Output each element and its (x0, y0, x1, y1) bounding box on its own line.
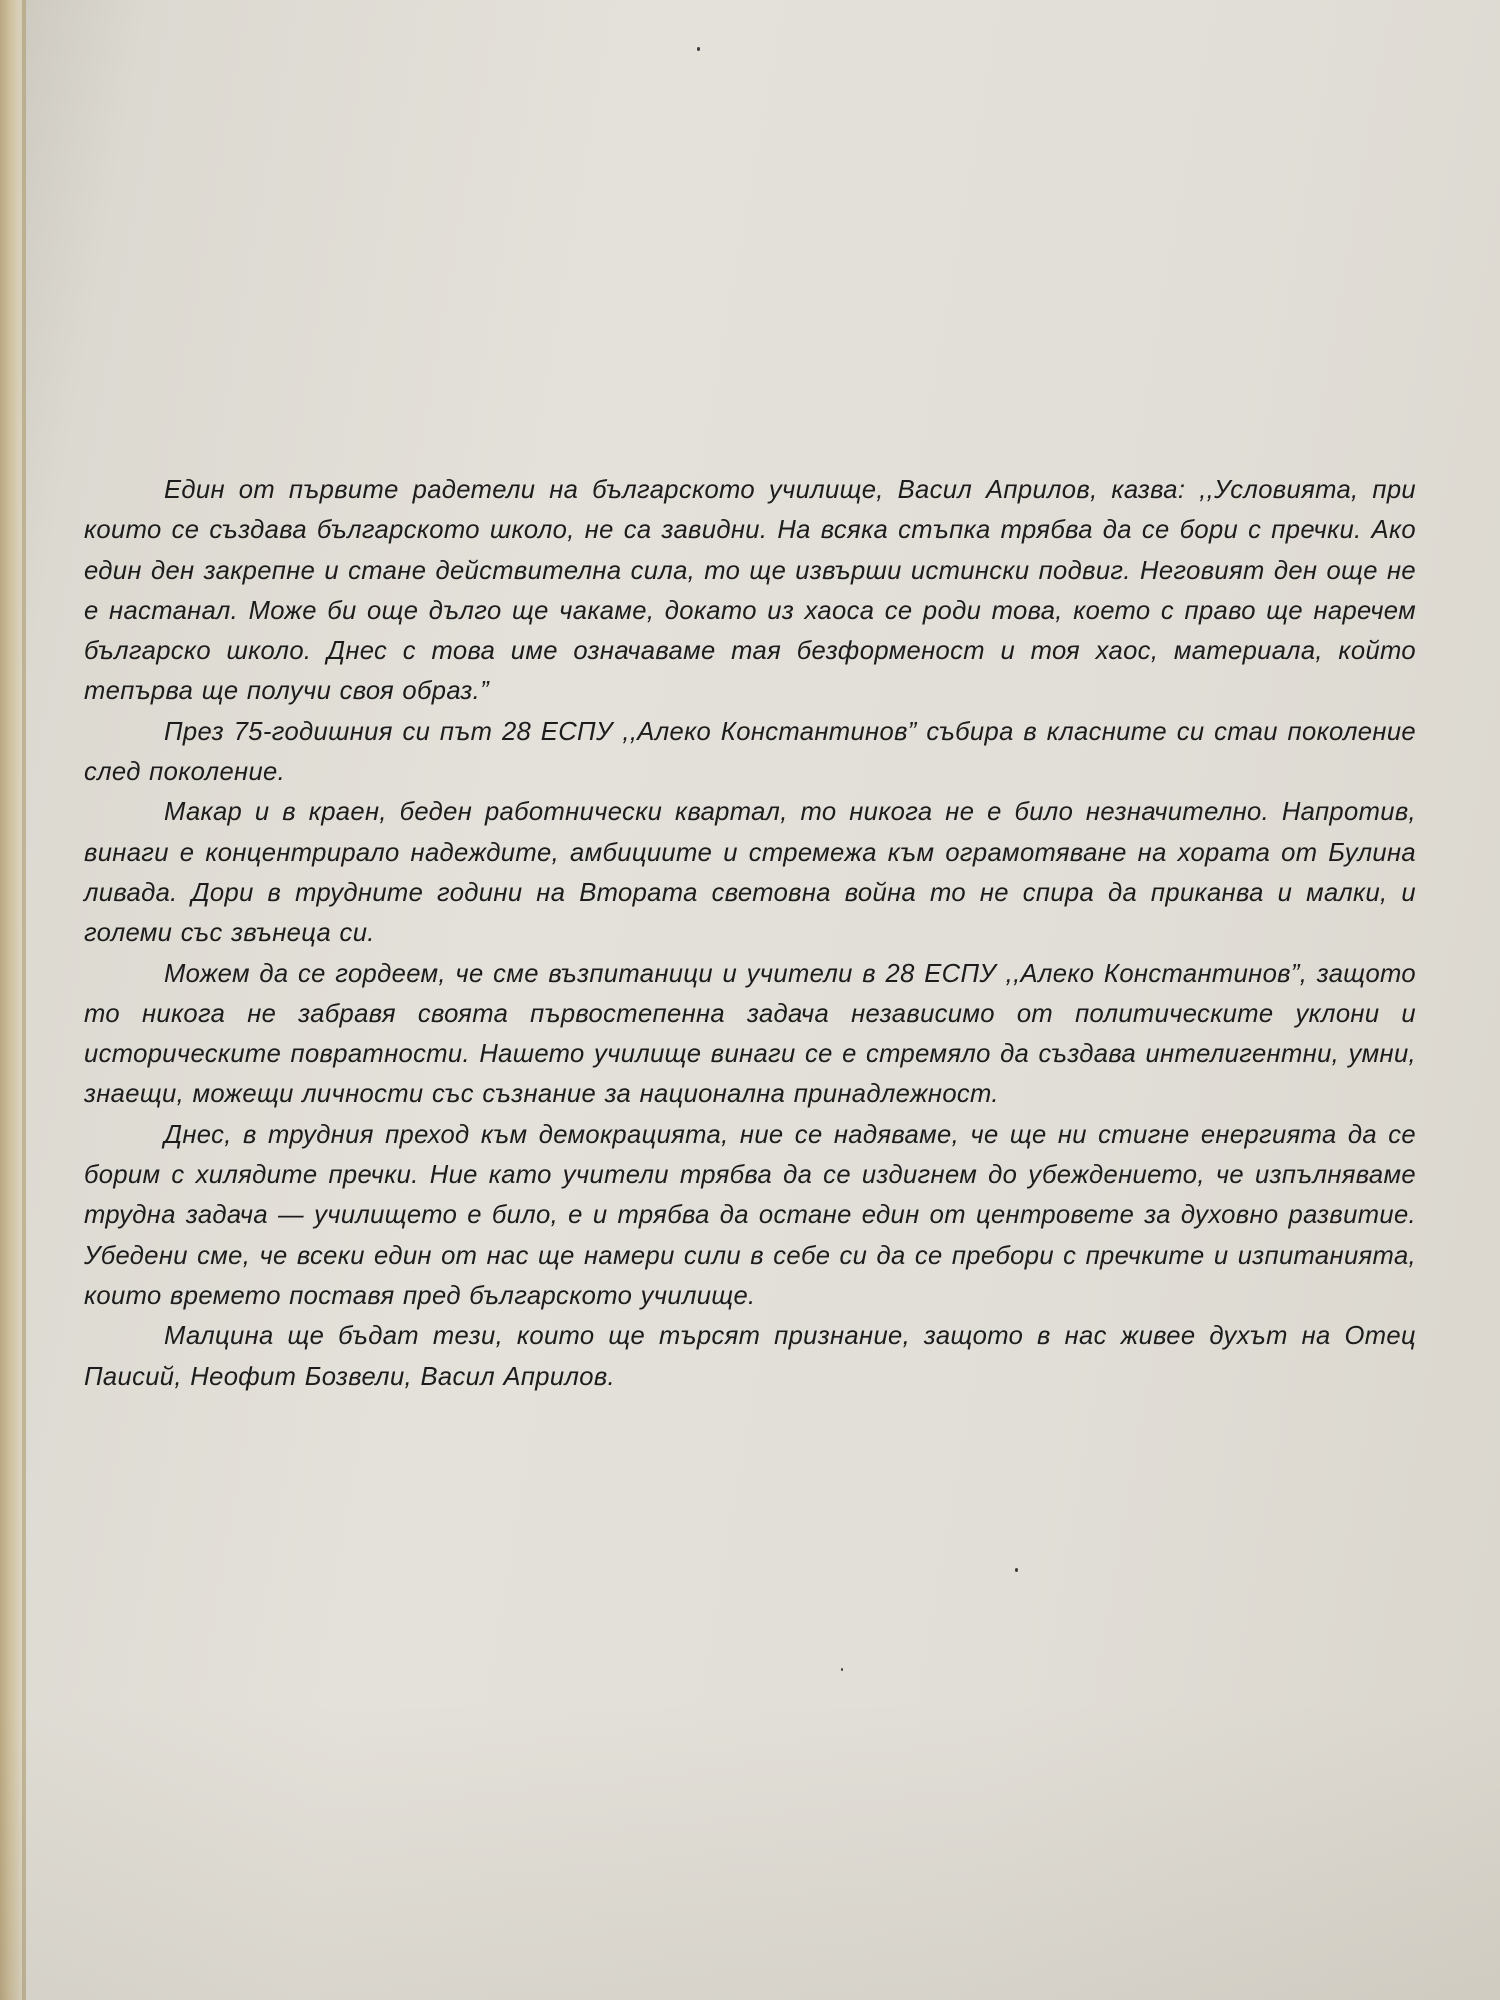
paragraph-school-history: През 75-годишния си път 28 ЕСПУ ,,Алеко Константинов” събира в класните си стаи поколение след поколение. (84, 717, 1416, 787)
body-text (84, 470, 1416, 1397)
paragraph-pride: Можем да се гордеем, че сме възпитаници и учители в 28 ЕСПУ ,,Алеко Константинов”, защото то никога не забравя своята първостепенна задача независимо от политическите уклони и историческите повратности. Нашето училище винаги се е стремяло да създава интелигентни, умни, знаещи, можещи личности със съзнание за национална принадлежност. (84, 959, 1416, 1109)
paper-speck (841, 1668, 843, 1671)
paper-speck (697, 47, 700, 51)
paragraph-aprilov-quote: Един от първите радетели на българското училище, Васил Априлов, казва: ,,Условията, при които се създава българското школо, не са завидни. На всяка стъпка трябва да се бори с пречки. Ако един ден закрепне и стане действителна сила, то ще извърши истински подвиг. Неговият ден още не е настанал. Може би още дълго ще чакаме, докато из хаоса се роди това, което с право ще наречем българско школо. Днес с това име означаваме тая безформеност и тоя хаос, материала, който тепърва ще получи своя образ.” (84, 476, 1416, 706)
page-shading (0, 1700, 1500, 2000)
paper-speck (1015, 1568, 1018, 1572)
paragraph-democracy: Днес, в трудния преход към демокрацията, ние се надяваме, че ще ни стигне енергията да се борим с хилядите пречки. Ние като учители трябва да се издигнем до убеждението, че изпълняваме трудна задача — училището е било, е и трябва да остане един от центровете за духовно развитие. Убедени сме, че всеки един от нас ще намери сили в себе си да се пребори с пречките и изпитанията, които времето поставя пред българското училище. (84, 1120, 1416, 1310)
paragraph-neighborhood: Макар и в краен, беден работнически квартал, то никога не е било незначително. Напротив, винаги е концентрирало надеждите, амбициите и стремежа към ограмотяване на хората от Булина ливада. Дори в трудните години на Втората световна война то не спира да приканва и малки, и големи със звънеца си. (84, 798, 1416, 948)
paragraph-closing: Малцина ще бъдат тези, които ще търсят признание, защото в нас живее духът на Отец Паисий, Неофит Бозвели, Васил Априлов. (84, 1322, 1416, 1391)
